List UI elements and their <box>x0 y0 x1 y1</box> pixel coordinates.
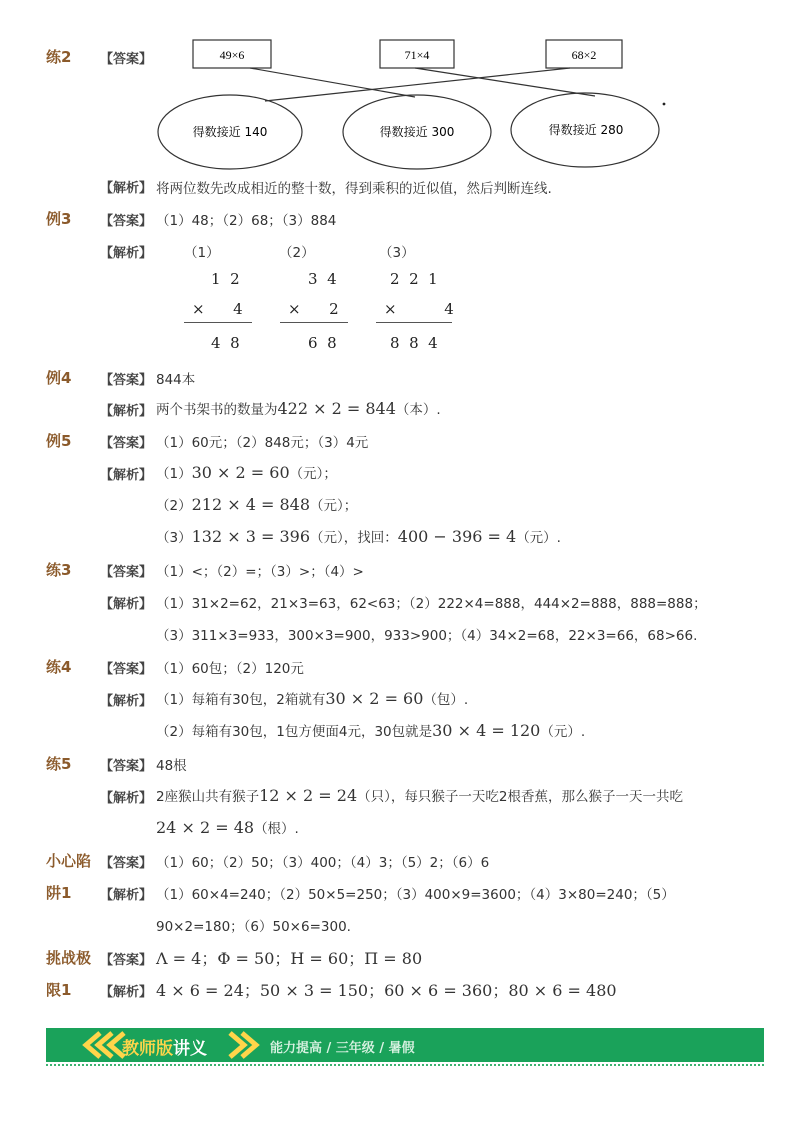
answer-tag: 【答案】 <box>100 953 153 968</box>
explain-tag: 【解析】 <box>100 597 153 612</box>
oval-label: 得数接近 140 <box>192 125 268 139</box>
footer-dotted-rule <box>46 1064 764 1066</box>
lian4-answer: （1）60包；（2）120元 <box>156 661 304 677</box>
answer-tag: 【答案】 <box>100 856 153 871</box>
section-label-lian5: 练5 <box>46 755 72 773</box>
lian3-answer: （1）<；（2）=；（3）>；（4）> <box>156 564 364 580</box>
answer-tag: 【答案】 <box>100 436 153 451</box>
li5-answer: （1）60元；（2）848元；（3）4元 <box>156 435 369 451</box>
explain-tag: 【解析】 <box>100 468 153 483</box>
box-label: 71×4 <box>404 48 430 62</box>
vertical-calc-top-3: 2 2 1 <box>390 270 438 288</box>
li5-explain-2: （2）212 × 4 = 848（元）； <box>156 495 358 514</box>
explain-tag: 【解析】 <box>100 404 153 419</box>
answer-tag: 【答案】 <box>100 52 153 67</box>
lian3-explain-2: （3）311×3=933，300×3=900，933>900；（4）34×2=68，22×3=66，68>66. <box>156 628 698 644</box>
section-label-li3: 例3 <box>46 210 72 228</box>
li5-explain-1: （1）30 × 2 = 60（元）； <box>156 463 337 482</box>
tiaozhan-answer: Λ = 4；Φ = 50；Η = 60；Π = 80 <box>156 949 423 968</box>
chevrons-right-icon <box>226 1031 266 1059</box>
vertical-calc-mul-1: × 4 <box>192 300 243 318</box>
link-49x6-300 <box>250 68 415 97</box>
li3-answer: （1）48；（2）68；（3）884 <box>156 213 337 229</box>
xiaoxin-answer: （1）60；（2）50；（3）400；（4）3；（5）2；（6）6 <box>156 855 490 871</box>
answer-tag: 【答案】 <box>100 373 153 388</box>
vertical-calc-rule-1 <box>184 322 252 323</box>
explain-tag: 【解析】 <box>100 985 153 1000</box>
vertical-calc-num-2: （2） <box>279 245 315 261</box>
vertical-calc-num-1: （1） <box>184 245 220 261</box>
vertical-calc-rule-3 <box>376 322 452 323</box>
section-label-xian1: 限1 <box>46 981 72 999</box>
explain-tag: 【解析】 <box>100 791 153 806</box>
answer-tag: 【答案】 <box>100 214 153 229</box>
oval-label: 得数接近 280 <box>548 123 624 137</box>
lian5-explain-1: 2座猴山共有猴子12 × 2 = 24（只），每只猴子一天吃2根香蕉，那么猴子一天一共吃 <box>156 786 683 805</box>
section-label-xiaoxin: 小心陷 <box>46 852 92 870</box>
footer-brand: 教师版讲义 <box>122 1039 207 1059</box>
li5-explain-3: （3）132 × 3 = 396（元），找回：400 − 396 = 4（元）. <box>156 527 561 546</box>
vertical-calc-res-3: 8 8 4 <box>390 334 438 352</box>
vertical-calc-rule-2 <box>280 322 348 323</box>
vertical-calc-res-1: 4 8 <box>211 334 240 352</box>
vertical-calc-res-2: 6 8 <box>308 334 337 352</box>
box-label: 49×6 <box>219 48 245 62</box>
vertical-calc-num-3: （3） <box>379 245 415 261</box>
section-label-lian4: 练4 <box>46 658 72 676</box>
section-label-tiaozhan: 挑战极 <box>46 949 92 967</box>
footer-meta: 能力提高 / 三年级 / 暑假 <box>270 1041 415 1056</box>
explain-tag: 【解析】 <box>100 694 153 709</box>
lian5-answer: 48根 <box>156 758 187 774</box>
section-label-lian3: 练3 <box>46 561 72 579</box>
section-label-lian2: 练2 <box>46 48 72 66</box>
stray-dot <box>663 103 666 106</box>
oval-label: 得数接近 300 <box>379 125 455 139</box>
vertical-calc-mul-3: × 4 <box>384 300 454 318</box>
vertical-calc-mul-2: × 2 <box>288 300 339 318</box>
answer-tag: 【答案】 <box>100 662 153 677</box>
explain-tag: 【解析】 <box>100 246 153 261</box>
box-label: 68×2 <box>571 48 597 62</box>
lian5-explain-2: 24 × 2 = 48（根）. <box>156 818 299 837</box>
section-label-jing1: 阱1 <box>46 884 72 902</box>
li4-explain: 两个书架书的数量为422 × 2 = 844（本）. <box>156 399 441 418</box>
explain-tag: 【解析】 <box>100 888 153 903</box>
lian4-explain-2: （2）每箱有30包，1包方便面4元，30包就是30 × 4 = 120（元）. <box>156 721 586 740</box>
lian2-explain: 将两位数先改成相近的整十数，得到乘积的近似值，然后判断连线. <box>156 181 552 197</box>
explain-tag: 【解析】 <box>100 181 153 196</box>
section-label-li5: 例5 <box>46 432 72 450</box>
vertical-calc-top-1: 1 2 <box>211 270 240 288</box>
jing1-explain-1: （1）60×4=240；（2）50×5=250；（3）400×9=3600；（4）3×80=240；（5） <box>156 887 675 903</box>
footer-banner <box>46 1028 764 1062</box>
jing1-explain-2: 90×2=180；（6）50×6=300. <box>156 919 351 935</box>
matching-diagram <box>150 30 670 175</box>
answer-tag: 【答案】 <box>100 759 153 774</box>
answer-tag: 【答案】 <box>100 565 153 580</box>
section-label-li4: 例4 <box>46 369 72 387</box>
xian1-answer: 4 × 6 = 24；50 × 3 = 150；60 × 6 = 360；80 × 6 = 480 <box>156 981 617 1000</box>
li4-answer: 844本 <box>156 372 196 388</box>
vertical-calc-top-2: 3 4 <box>308 270 337 288</box>
lian4-explain-1: （1）每箱有30包，2箱就有30 × 2 = 60（包）. <box>156 689 469 708</box>
lian3-explain-1: （1）31×2=62，21×3=63，62<63；（2）222×4=888，444×2=888，888=888； <box>156 596 707 612</box>
